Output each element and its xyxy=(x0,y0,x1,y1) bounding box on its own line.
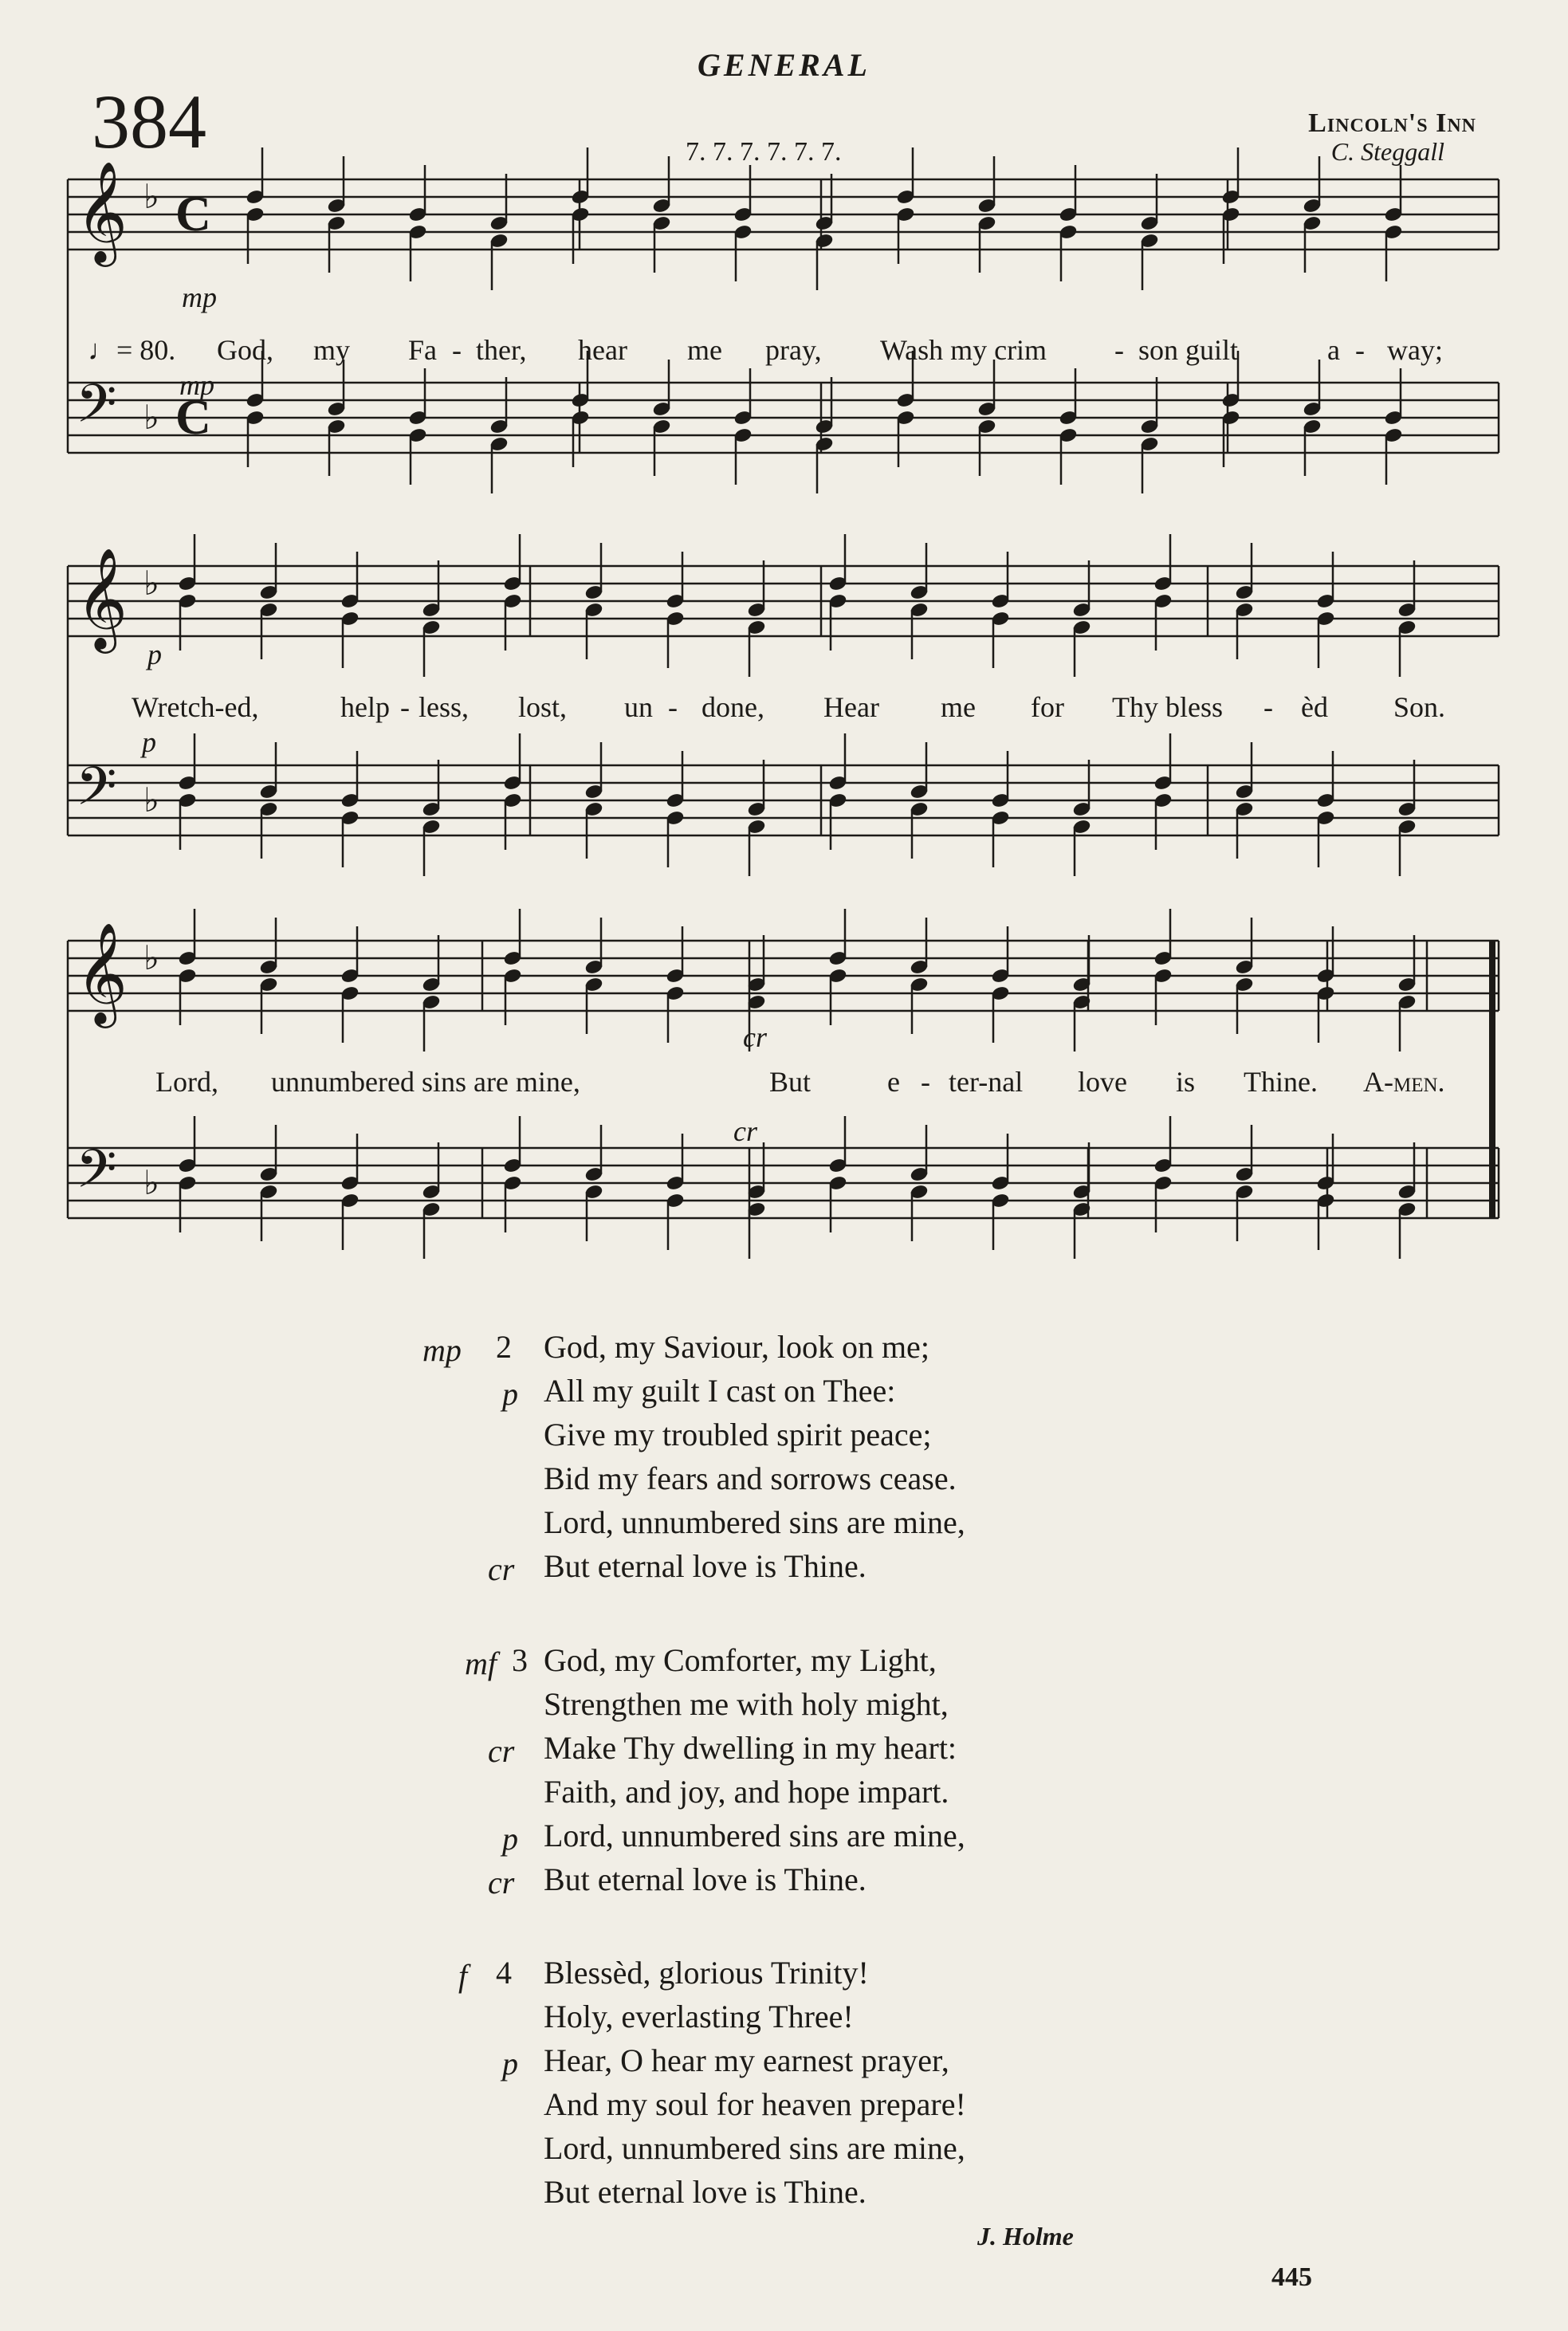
time-signature-icon-1: C xyxy=(175,391,211,445)
stanza2-line-0: God, my Saviour, look on me; xyxy=(544,1329,929,1365)
lyric-s2-11: Thy bless xyxy=(1112,691,1223,723)
stanza2-mark-0: mp xyxy=(422,1332,462,1368)
system1-dynamic-upper: mp xyxy=(182,281,217,313)
lyric-s2-4: lost, xyxy=(518,691,568,723)
lyric-s3-6: love xyxy=(1078,1066,1127,1098)
system2-dynamic-upper: p xyxy=(147,639,162,670)
lyric-s2-6: - xyxy=(668,691,678,723)
stanza3-line-1: Strengthen me with holy might, xyxy=(544,1686,949,1722)
lyric-s1-6: me xyxy=(687,334,722,366)
treble-clef-icon-s0: 𝄞 xyxy=(76,160,128,262)
stanza3-line-5: But eternal love is Thine. xyxy=(544,1861,867,1897)
stanza4-mark-2: p xyxy=(502,2046,518,2081)
stanza2-line-5: But eternal love is Thine. xyxy=(544,1548,867,1584)
stanza3-line-3: Faith, and joy, and hope impart. xyxy=(544,1774,949,1810)
stanza4-line-1: Holy, everlasting Three! xyxy=(544,1999,854,2034)
lyric-s3-0: Lord, xyxy=(155,1066,218,1098)
text-author: J. Holme xyxy=(977,2222,1074,2250)
lyric-s3-1: unnumbered sins are mine, xyxy=(271,1066,580,1098)
lyric-s1-2: Fa xyxy=(408,334,437,366)
lyric-s1-8: Wash my crim xyxy=(880,334,1047,366)
flat-key-icon-s1-0: ♭ xyxy=(143,564,159,603)
lyric-s2-8: Hear xyxy=(823,691,879,723)
lyric-s2-9: me xyxy=(941,691,976,723)
lyric-s3-5: ter-nal xyxy=(949,1066,1024,1098)
bass-clef-icon-s1: 𝄢 xyxy=(76,756,117,830)
lyric-s2-5: un xyxy=(624,691,653,723)
system3-dynamic-lower: cr xyxy=(733,1115,757,1147)
flat-key-icon-s0-1: ♭ xyxy=(143,398,159,437)
quarter-note-icon: ♩ xyxy=(88,334,116,366)
stanza2-mark-1: p xyxy=(502,1376,518,1412)
lyric-s3-3: e xyxy=(887,1066,900,1098)
flat-key-icon-s0-0: ♭ xyxy=(143,177,159,216)
system1-dynamic-lower: mp xyxy=(179,369,214,401)
stanza3-line-0: God, my Comforter, my Light, xyxy=(544,1642,937,1678)
lyric-s1-1: my xyxy=(313,334,351,366)
bass-clef-icon-s2: 𝄢 xyxy=(76,1138,117,1213)
lyric-s1-12: - xyxy=(1355,334,1365,366)
tempo-marking: ♩= 80. xyxy=(88,334,176,366)
treble-clef-icon-s1: 𝄞 xyxy=(76,547,128,649)
lyric-s1-9: - xyxy=(1114,334,1124,366)
lyric-s1-10: son guilt xyxy=(1138,334,1239,366)
lyric-s2-10: for xyxy=(1031,691,1064,723)
lyric-s3-8: Thine. xyxy=(1244,1066,1318,1098)
stanza4-line-3: And my soul for heaven prepare! xyxy=(544,2086,966,2122)
section-title: GENERAL xyxy=(698,47,870,83)
stanza3-mark-4: p xyxy=(502,1821,518,1857)
lyric-s1-7: pray, xyxy=(765,334,822,366)
page-number: 445 xyxy=(1271,2262,1312,2292)
lyric-s3-4: - xyxy=(921,1066,930,1098)
lyric-s1-5: hear xyxy=(578,334,627,366)
stanza2-number: 2 xyxy=(496,1329,512,1365)
lyric-s2-0: Wretch-ed, xyxy=(132,691,259,723)
lyric-s2-13: èd xyxy=(1301,691,1328,723)
stanza3-line-4: Lord, unnumbered sins are mine, xyxy=(544,1818,965,1853)
treble-clef-icon-s2: 𝄞 xyxy=(76,922,128,1024)
flat-key-icon-s2-1: ♭ xyxy=(143,1163,159,1202)
stanza3-number: 3 xyxy=(512,1642,528,1678)
stanza4-line-5: But eternal love is Thine. xyxy=(544,2174,867,2210)
lyric-s2-7: done, xyxy=(701,691,764,723)
lyric-s2-2: - xyxy=(400,691,410,723)
tune-name: Lincoln's Inn xyxy=(1308,108,1476,138)
hymn-number: 384 xyxy=(92,79,206,164)
lyric-s1-11: a xyxy=(1327,334,1340,366)
stanza4-number: 4 xyxy=(496,1955,512,1991)
stanza3-mark-5: cr xyxy=(488,1865,515,1901)
stanza3-mark-2: cr xyxy=(488,1733,515,1769)
stanza3-mark-0: mf xyxy=(465,1645,497,1681)
system3-dynamic-upper: cr xyxy=(743,1021,767,1053)
lyric-s1-4: ther, xyxy=(476,334,527,366)
time-signature-icon-0: C xyxy=(175,187,211,242)
stanza2-line-4: Lord, unnumbered sins are mine, xyxy=(544,1504,965,1540)
meter-label: 7. 7. 7. 7. 7. 7. xyxy=(686,137,842,167)
lyric-s3-2: But xyxy=(769,1066,812,1098)
lyric-s2-1: help xyxy=(340,691,390,723)
stanza2-line-2: Give my troubled spirit peace; xyxy=(544,1417,932,1452)
composer-name: C. Steggall xyxy=(1330,137,1444,166)
lyric-s2-3: less, xyxy=(419,691,469,723)
stanza2-line-1: All my guilt I cast on Thee: xyxy=(544,1373,896,1409)
lyric-s1-0: God, xyxy=(217,334,273,366)
stanza2-line-3: Bid my fears and sorrows cease. xyxy=(544,1460,957,1496)
lyric-s2-14: Son. xyxy=(1393,691,1446,723)
bass-clef-icon-s0: 𝄢 xyxy=(76,373,117,447)
lyric-s3-9: A-men. xyxy=(1363,1066,1445,1098)
stanza3-line-2: Make Thy dwelling in my heart: xyxy=(544,1730,957,1766)
lyric-s2-12: - xyxy=(1263,691,1273,723)
stanza2-mark-5: cr xyxy=(488,1551,515,1587)
flat-key-icon-s2-0: ♭ xyxy=(143,938,159,977)
stanza4-line-0: Blessèd, glorious Trinity! xyxy=(544,1955,869,1991)
flat-key-icon-s1-1: ♭ xyxy=(143,780,159,820)
lyric-s1-13: way; xyxy=(1387,334,1443,366)
stanza4-line-4: Lord, unnumbered sins are mine, xyxy=(544,2130,965,2166)
stanza4-mark-0: f xyxy=(458,1958,468,1994)
system2-dynamic-lower: p xyxy=(142,726,156,758)
lyric-s3-7: is xyxy=(1176,1066,1196,1098)
lyric-s1-3: - xyxy=(452,334,462,366)
stanza4-line-2: Hear, O hear my earnest prayer, xyxy=(544,2042,949,2078)
